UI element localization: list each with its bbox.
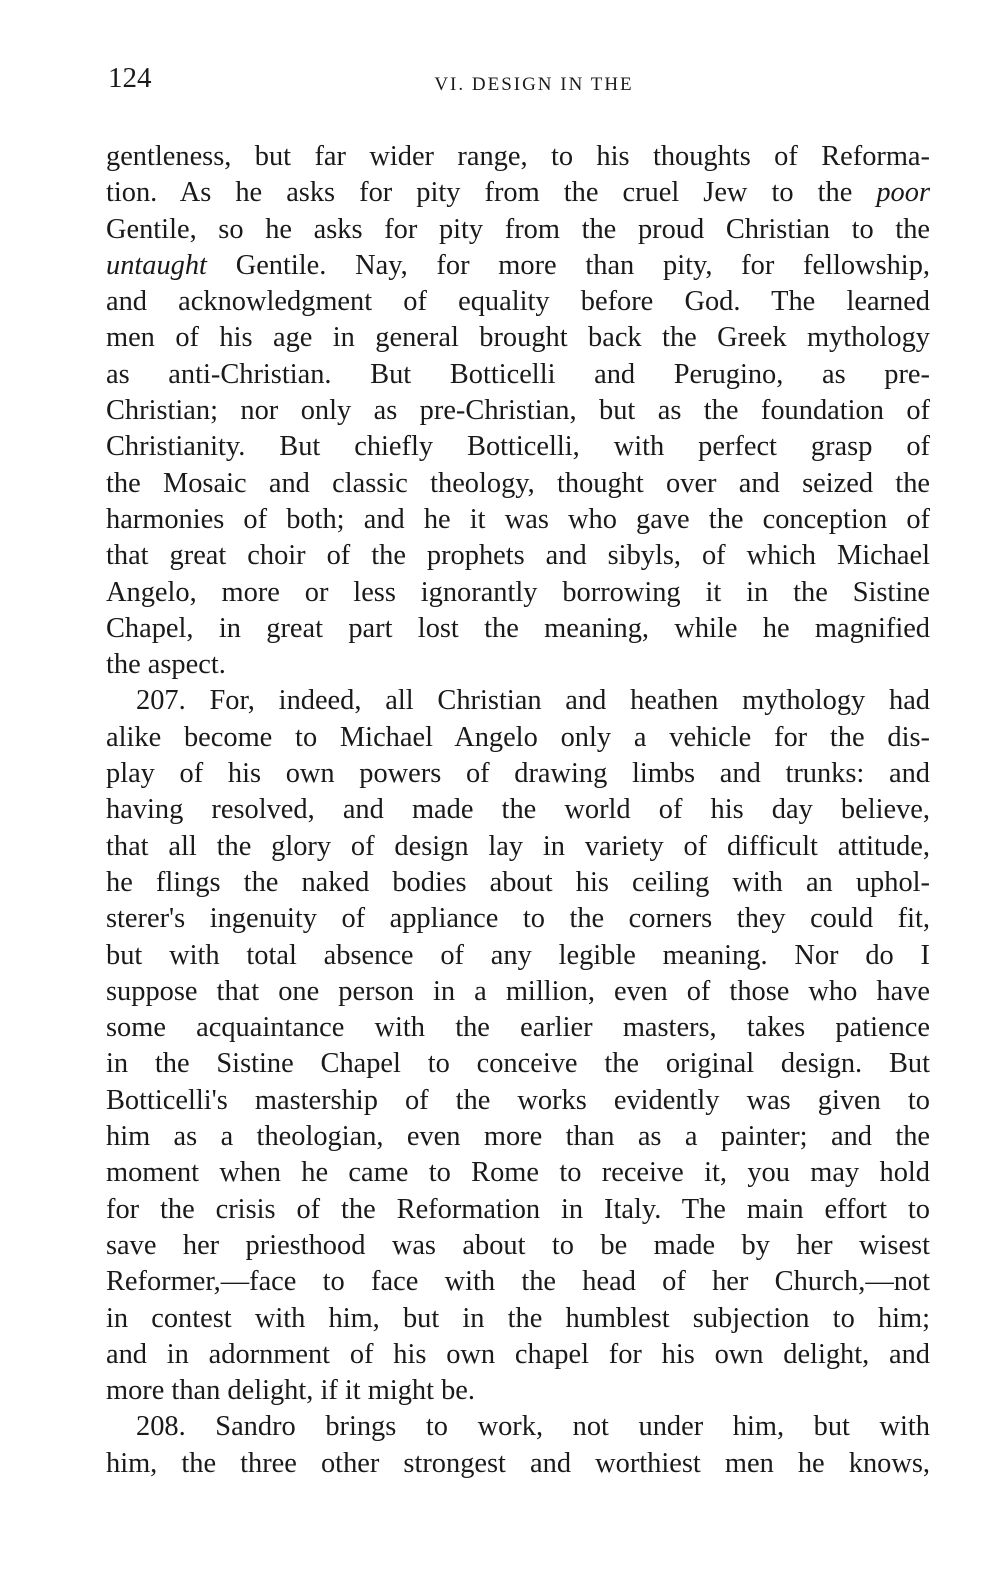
text-line: in the Sistine Chapel to conceive the original design. But (106, 1048, 930, 1080)
text-line: Christianity. But chiefly Botticelli, with perfect grasp of (106, 431, 930, 463)
running-title: VI. DESIGN IN THE (434, 74, 634, 95)
text-line: save her priesthood was about to be made by her wisest (106, 1229, 930, 1261)
text-line: and in adornment of his own chapel for his own delight, and (106, 1338, 930, 1370)
running-head (108, 62, 930, 102)
text-line: Botticelli's mastership of the works evidently was given to (106, 1084, 930, 1116)
text-line: moment when he came to Rome to receive it, you may hold (106, 1157, 930, 1189)
italic-word: untaught (106, 249, 207, 281)
text-line: that all the glory of design lay in variety of difficult attitude, (106, 830, 930, 862)
text-line: Reformer,—face to face with the head of her Church,—not (106, 1266, 930, 1298)
text-line: play of his own powers of drawing limbs and trunks: and (106, 758, 930, 790)
paragraph-208-start: 208. Sandro brings to work, not under him, but with (136, 1411, 930, 1443)
text-line: some acquaintance with the earlier masters, takes patience (106, 1012, 930, 1044)
text-line: the aspect. (106, 649, 226, 681)
paragraph-207-start: 207. For, indeed, all Christian and heathen mythology had (136, 685, 930, 717)
text-line: tion. As he asks for pity from the cruel Jew to the poor (106, 177, 930, 209)
italic-word: poor (876, 177, 930, 209)
text-line: as anti-Christian. But Botticelli and Perugino, as pre- (106, 358, 930, 390)
text-line: alike become to Michael Angelo only a vehicle for the dis- (106, 721, 930, 753)
text-line: that great choir of the prophets and sibyls, of which Michael (106, 540, 930, 572)
text-line: Christian; nor only as pre-Christian, but as the foundation of (106, 395, 930, 427)
text-line: Chapel, in great part lost the meaning, while he magnified (106, 612, 930, 644)
text-line: but with total absence of any legible meaning. Nor do I (106, 939, 930, 971)
text-line: Angelo, more or less ignorantly borrowing it in the Sistine (106, 576, 930, 608)
text-line: having resolved, and made the world of his day believe, (106, 794, 930, 826)
text-line: harmonies of both; and he it was who gave the conception of (106, 503, 930, 535)
text-line: men of his age in general brought back the Greek mythology (106, 322, 930, 354)
text-line: untaught Gentile. Nay, for more than pity, for fellowship, (106, 249, 930, 281)
text-line: and acknowledgment of equality before God. The learned (106, 286, 930, 318)
page-number: 124 (108, 62, 152, 94)
text-line: him as a theologian, even more than as a painter; and the (106, 1121, 930, 1153)
body-text (106, 139, 930, 1482)
text-line: for the crisis of the Reformation in Italy. The main effort to (106, 1193, 930, 1225)
text-line: gentleness, but far wider range, to his thoughts of Reforma- (106, 141, 930, 172)
text-line: him, the three other strongest and worthiest men he knows, (106, 1447, 930, 1479)
text-line: the Mosaic and classic theology, thought over and seized the (106, 467, 930, 499)
text-line: more than delight, if it might be. (106, 1375, 476, 1407)
text-line: he flings the naked bodies about his ceiling with an uphol- (106, 866, 930, 898)
text-line: Gentile, so he asks for pity from the proud Christian to the (106, 213, 930, 245)
text-line: in contest with him, but in the humblest subjection to him; (106, 1302, 930, 1334)
text-line: sterer's ingenuity of appliance to the corners they could fit, (106, 903, 930, 935)
text-line: suppose that one person in a million, even of those who have (106, 975, 930, 1007)
